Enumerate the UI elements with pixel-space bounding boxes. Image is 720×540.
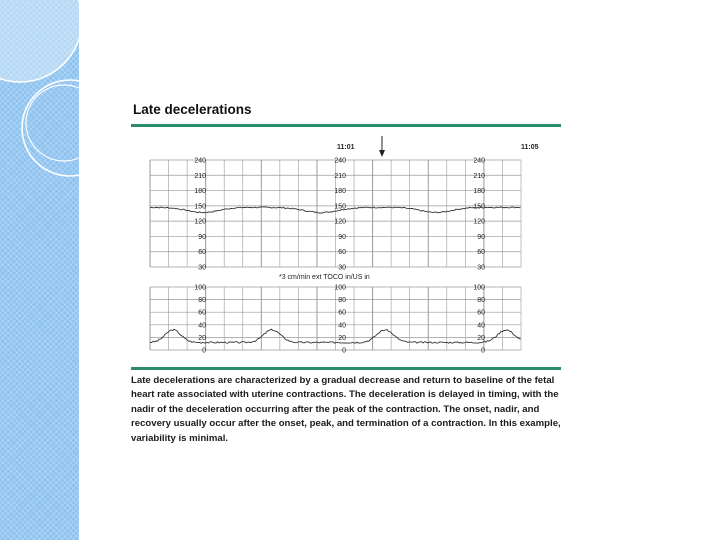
slide-title: Late decelerations (133, 102, 252, 117)
fhr-scale-label: 150 (473, 203, 485, 211)
toco-scale-label: 80 (477, 297, 485, 305)
fhr-scale-label: 180 (334, 188, 346, 196)
fhr-scale-label: 120 (334, 218, 346, 226)
toco-scale-label: 100 (194, 284, 206, 292)
strip-speed-label: *3 cm/min ext TOCO in/US in (279, 274, 370, 281)
fhr-scale-label: 30 (198, 264, 206, 272)
toco-scale-label: 0 (481, 347, 485, 355)
fhr-scale-label: 90 (338, 233, 346, 241)
fhr-scale-label: 150 (194, 203, 206, 211)
toco-scale-label: 100 (473, 284, 485, 292)
fhr-scale-label: 120 (473, 218, 485, 226)
fhr-scale-label: 240 (473, 157, 485, 165)
toco-scale-label: 0 (342, 347, 346, 355)
fhr-scale-label: 30 (477, 264, 485, 272)
toco-scale-label: 40 (477, 322, 485, 330)
fhr-scale-label: 240 (194, 157, 206, 165)
toco-scale-label: 60 (477, 309, 485, 317)
toco-scale-label: 40 (338, 322, 346, 330)
fhr-scale-label: 210 (473, 172, 485, 180)
toco-scale-label: 60 (338, 309, 346, 317)
fhr-scale-label: 60 (477, 249, 485, 257)
fhr-scale-label: 60 (338, 249, 346, 257)
fhr-scale-label: 90 (477, 233, 485, 241)
fhr-scale-label: 30 (338, 264, 346, 272)
toco-scale-label: 40 (198, 322, 206, 330)
decorative-side-band (0, 0, 79, 540)
toco-scale-label: 60 (198, 309, 206, 317)
decorative-circles (0, 0, 79, 540)
title-divider (131, 124, 561, 127)
fhr-scale-label: 150 (334, 203, 346, 211)
time-label-1105: 11:05 (521, 144, 539, 151)
fhr-scale-label: 120 (194, 218, 206, 226)
slide-description: Late decelerations are characterized by a gradual decrease and return to baseline of the fetal heart rate associated with uterine contractions. The deceleration is delayed in timing, with the nadir of the deceleration occurring after the peak of the contraction. The onset, nadir, and recovery usually occur after the onset, peak, and termination of a contraction. In this example, variability is minimal. (131, 375, 561, 444)
fhr-scale-label: 180 (473, 188, 485, 196)
toco-scale-label: 100 (334, 284, 346, 292)
toco-scale-label: 80 (198, 297, 206, 305)
fhr-scale-label: 210 (194, 172, 206, 180)
toco-scale-label: 80 (338, 297, 346, 305)
fhr-scale-label: 240 (334, 157, 346, 165)
fhr-scale-label: 90 (198, 233, 206, 241)
time-label-1101: 11:01 (337, 144, 355, 151)
fhr-scale-label: 60 (198, 249, 206, 257)
description-divider (131, 367, 561, 370)
toco-scale-label: 20 (477, 334, 485, 342)
toco-scale-label: 0 (202, 347, 206, 355)
fhr-scale-label: 210 (334, 172, 346, 180)
fhr-scale-label: 180 (194, 188, 206, 196)
fetal-monitor-strip (131, 132, 539, 355)
toco-scale-label: 20 (198, 334, 206, 342)
toco-scale-label: 20 (338, 334, 346, 342)
event-arrow-icon (379, 136, 385, 157)
